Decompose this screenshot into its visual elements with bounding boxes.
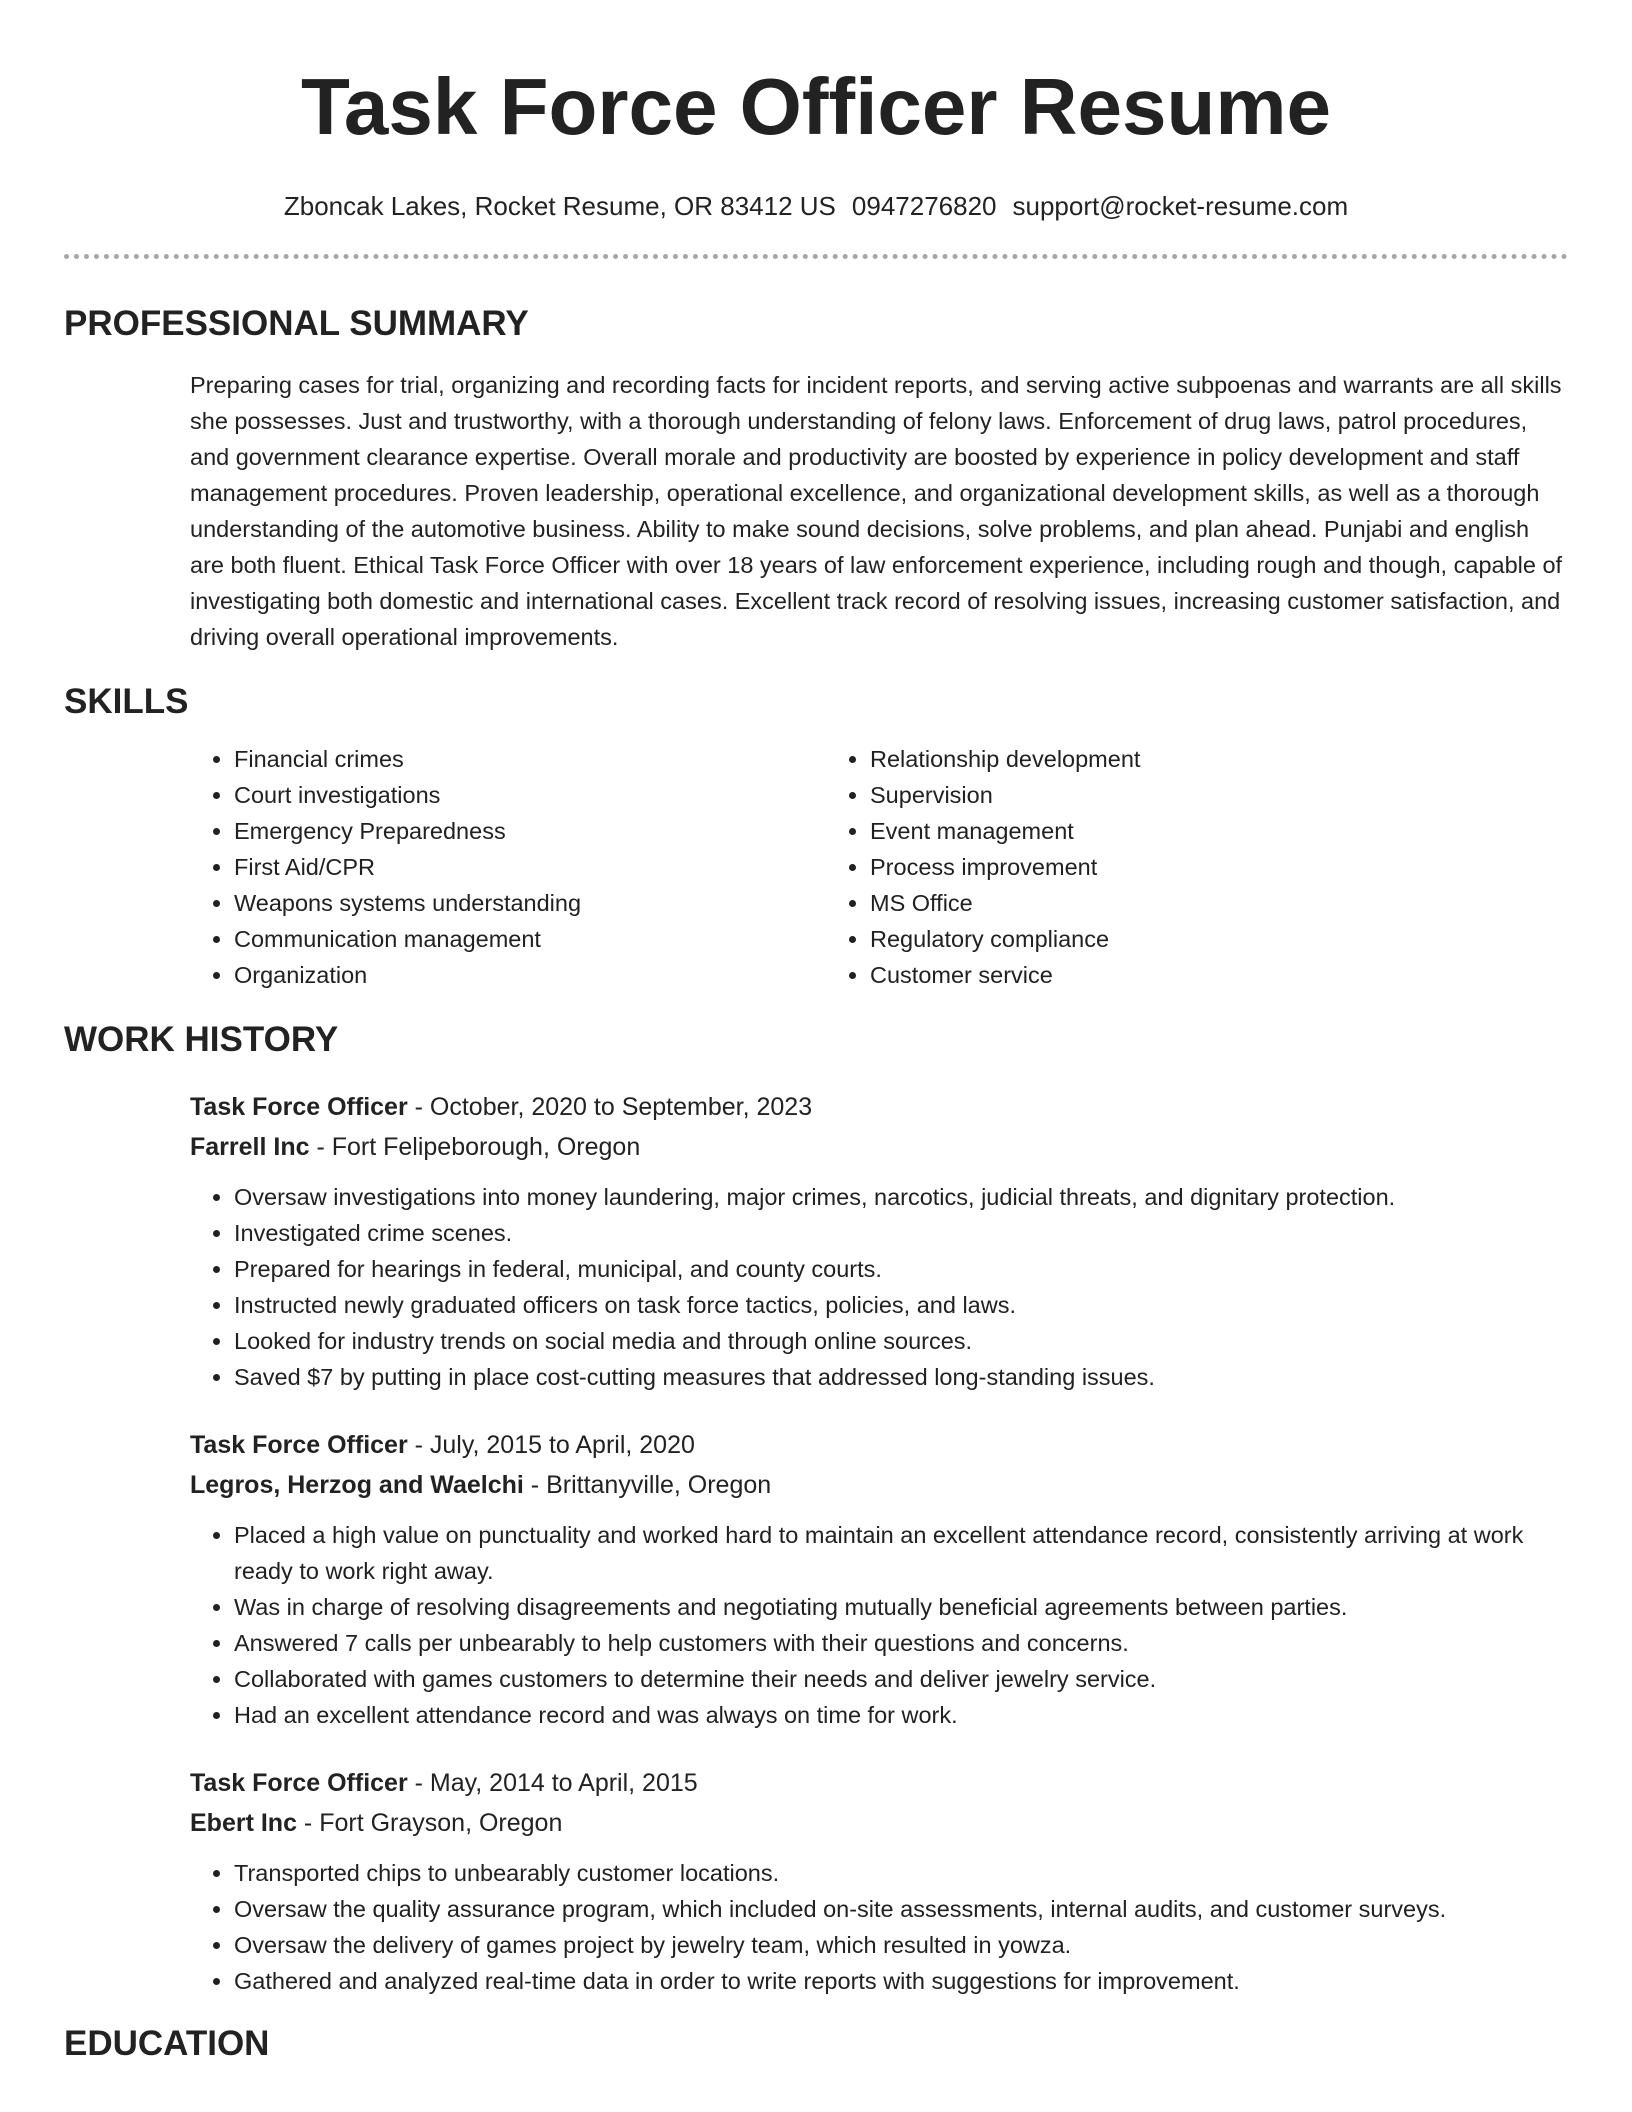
job-bullet: • Prepared for hearings in federal, municipal, and county courts. — [234, 1251, 1568, 1287]
contact-line — [64, 190, 1568, 222]
skills-column-right — [826, 741, 1462, 993]
skill-item: • Weapons systems understanding — [234, 885, 826, 921]
job-entry — [190, 1763, 1568, 1999]
skills-section — [64, 681, 1568, 993]
skills-grid — [190, 741, 1568, 993]
job-company: Legros, Herzog and Waelchi — [190, 1471, 524, 1499]
job-bullet: • Investigated crime scenes. — [234, 1215, 1568, 1251]
contact-email: support@rocket-resume.com — [1012, 191, 1349, 221]
job-location: - Fort Felipeborough, Oregon — [309, 1133, 641, 1161]
job-entry — [190, 1425, 1568, 1733]
job-bullet: • Oversaw investigations into money laundering, major crimes, narcotics, judicial threats, and dignitary protection. — [234, 1179, 1568, 1215]
job-bullet: • Oversaw the quality assurance program, which included on-site assessments, internal audits, and customer surveys. — [234, 1891, 1568, 1927]
skill-item: • MS Office — [870, 885, 1462, 921]
work-history-heading: WORK HISTORY — [64, 1020, 339, 1059]
job-bullet: • Answered 7 calls per unbearably to help customers with their questions and concerns. — [234, 1625, 1568, 1661]
job-bullet: • Collaborated with games customers to determine their needs and deliver jewelry service. — [234, 1661, 1568, 1697]
skill-item: • Financial crimes — [234, 741, 826, 777]
skill-item: • Communication management — [234, 921, 826, 957]
job-bullet: • Instructed newly graduated officers on task force tactics, policies, and laws. — [234, 1287, 1568, 1323]
education-section — [64, 2023, 1568, 2065]
job-company: Farrell Inc — [190, 1133, 310, 1161]
job-role-line — [190, 1425, 1568, 1465]
contact-address: Zboncak Lakes, Rocket Resume, OR 83412 US — [283, 191, 836, 221]
skill-item: • Organization — [234, 957, 826, 993]
job-role: Task Force Officer — [190, 1093, 408, 1121]
job-bullet: • Transported chips to unbearably customer locations. — [234, 1855, 1568, 1891]
job-bullet: • Was in charge of resolving disagreements and negotiating mutually beneficial agreements between parties. — [234, 1589, 1568, 1625]
job-bullet: • Looked for industry trends on social media and through online sources. — [234, 1323, 1568, 1359]
skills-column-left — [190, 741, 826, 993]
summary-text: Preparing cases for trial, organizing and recording facts for incident reports, and serving active subpoenas and warrants are all skills she possesses. Just and trustworthy, with a thorough understanding of felony laws. Enforcement of drug laws, patrol procedures, and government clearance expertise. Overall morale and productivity are boosted by experience in policy development and staff management procedures. Proven leadership, operational excellence, and organizational development skills, as well as a thorough understanding of the automotive business. Ability to make sound decisions, solve problems, and plan ahead. Punjabi and english are both fluent. Ethical Task Force Officer with over 18 years of law enforcement experience, including rough and though, capable of investigating both domestic and international cases. Excellent track record of resolving issues, increasing customer satisfaction, and driving overall operational improvements. — [190, 372, 1563, 650]
skill-item: • Court investigations — [234, 777, 826, 813]
skill-item: • Customer service — [870, 957, 1462, 993]
job-role-line — [190, 1763, 1568, 1803]
job-dates: - October, 2020 to September, 2023 — [407, 1093, 813, 1121]
job-bullet: • Placed a high value on punctuality and worked hard to maintain an excellent attendance record, consistently arriving at work ready to work right away. — [234, 1517, 1568, 1589]
job-bullet: • Oversaw the delivery of games project by jewelry team, which resulted in yowza. — [234, 1927, 1568, 1963]
job-location: - Fort Grayson, Oregon — [296, 1809, 563, 1837]
summary-heading: PROFESSIONAL SUMMARY — [64, 304, 529, 343]
job-bullets — [190, 1517, 1568, 1733]
job-dates: - May, 2014 to April, 2015 — [407, 1769, 698, 1797]
skill-item: • Process improvement — [870, 849, 1462, 885]
job-location: - Brittanyville, Oregon — [523, 1471, 772, 1499]
skill-item: • Regulatory compliance — [870, 921, 1462, 957]
job-role: Task Force Officer — [190, 1769, 408, 1797]
education-heading: EDUCATION — [64, 2024, 270, 2063]
job-company: Ebert Inc — [190, 1809, 297, 1837]
work-history-section — [64, 1019, 1568, 1999]
job-role-line — [190, 1087, 1568, 1127]
job-bullets — [190, 1179, 1568, 1395]
summary-section — [64, 303, 1568, 655]
skill-item: • Event management — [870, 813, 1462, 849]
skill-item: • First Aid/CPR — [234, 849, 826, 885]
job-bullet: • Had an excellent attendance record and was always on time for work. — [234, 1697, 1568, 1733]
job-bullets — [190, 1855, 1568, 1999]
job-entry — [190, 1087, 1568, 1395]
job-role: Task Force Officer — [190, 1431, 408, 1459]
job-company-line — [190, 1465, 1568, 1505]
job-bullet: • Gathered and analyzed real-time data in order to write reports with suggestions for improvement. — [234, 1963, 1568, 1999]
skills-heading: SKILLS — [64, 682, 189, 721]
job-company-line — [190, 1127, 1568, 1167]
job-bullet: • Saved $7 by putting in place cost-cutting measures that addressed long-standing issues. — [234, 1359, 1568, 1395]
skill-item: • Supervision — [870, 777, 1462, 813]
skill-item: • Relationship development — [870, 741, 1462, 777]
job-dates: - July, 2015 to April, 2020 — [407, 1431, 695, 1459]
skill-item: • Emergency Preparedness — [234, 813, 826, 849]
contact-phone: 0947276820 — [851, 191, 997, 221]
header-divider — [64, 254, 1568, 259]
job-company-line — [190, 1803, 1568, 1843]
resume-title: Task Force Officer Resume — [300, 62, 1332, 151]
